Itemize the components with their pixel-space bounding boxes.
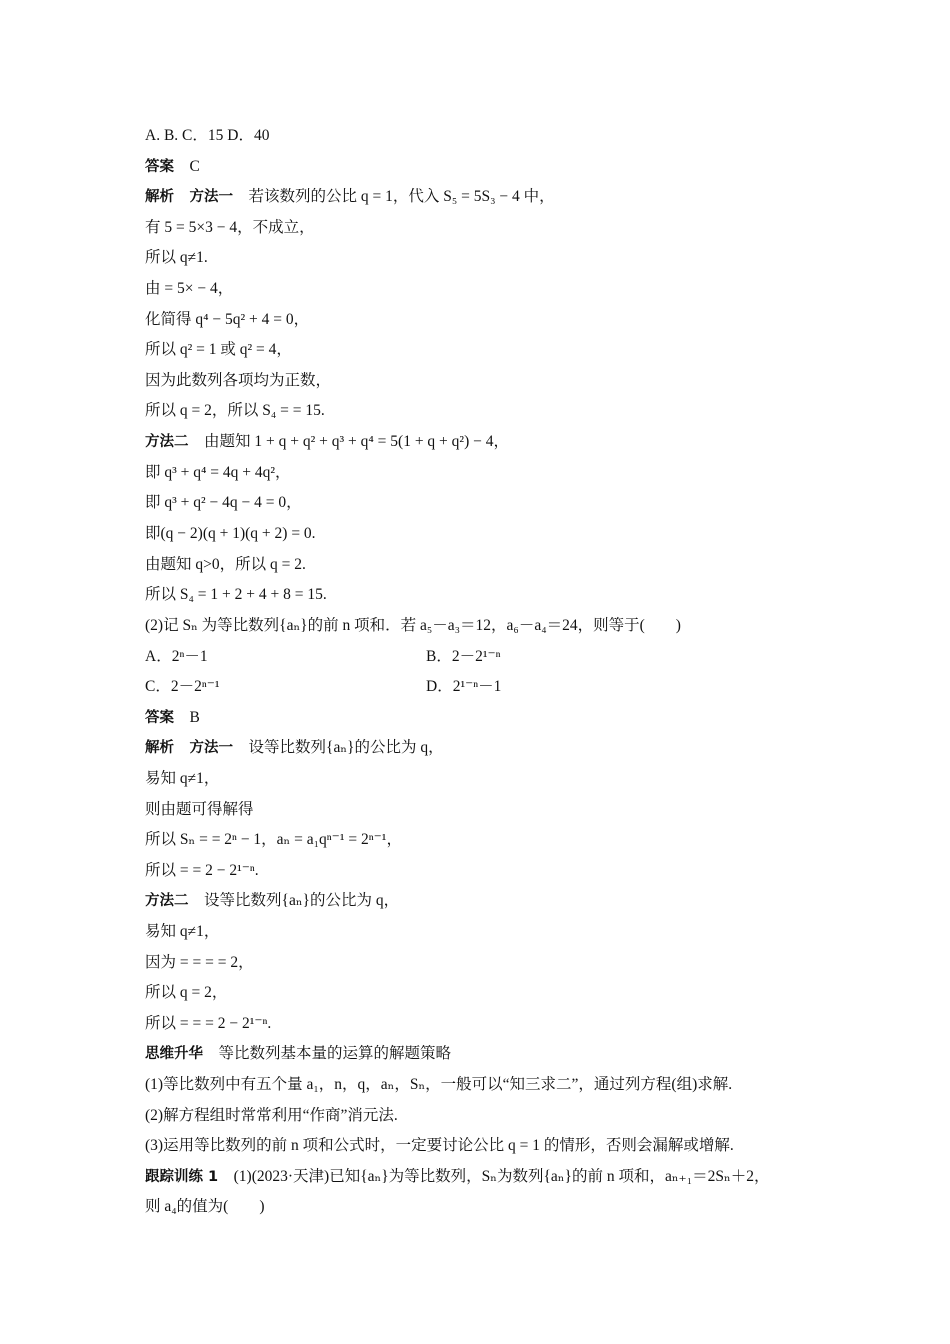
text-line <box>145 310 309 330</box>
line-text: 所以 = = = 2 − 2¹⁻ⁿ. <box>145 1015 272 1032</box>
section-label: 答案 <box>145 159 174 175</box>
option-text: D．2¹⁻ⁿ－1 <box>426 678 502 695</box>
text-line <box>145 218 315 238</box>
line-text: 由题知 1 + q + q² + q³ + q⁴ = 5(1 + q + q²) − 4， <box>204 433 509 450</box>
text-line <box>145 555 306 575</box>
text-line <box>145 279 233 299</box>
line-text: 所以 = = 2 − 2¹⁻ⁿ. <box>145 862 259 879</box>
line-text: (1)(2023·天津)已知{aₙ}为等比数列，Sₙ为数列{aₙ}的前 n 项和，aₙ₊₁＝2Sₙ＋2， <box>233 1168 770 1185</box>
line-text: 因为 = = = = 2， <box>145 954 254 971</box>
text-line <box>145 1075 732 1095</box>
text-line <box>145 432 509 452</box>
line-text: 若该数列的公比 q = 1，代入 S₅ = 5S₃ − 4 中， <box>248 188 555 205</box>
line-text: B <box>189 709 200 726</box>
text-line <box>145 248 208 268</box>
text-line <box>145 708 200 728</box>
line-text: 化简得 q⁴ − 5q² + 4 = 0， <box>145 311 310 328</box>
text-line <box>145 647 208 667</box>
text-line <box>145 861 259 881</box>
line-text: 设等比数列{aₙ}的公比为 q， <box>204 892 400 909</box>
line-text: (3)运用等比数列的前 n 项和公式时，一定要讨论公比 q = 1 的情形，否则会漏解或增解. <box>145 1137 734 1154</box>
text-line <box>145 463 291 483</box>
text-line <box>145 524 316 544</box>
text-line <box>145 1106 398 1126</box>
text-line <box>145 677 220 697</box>
line-text: A. B. C．15 D．40 <box>145 127 270 144</box>
text-line <box>145 616 681 636</box>
line-text: 因为此数列各项均为正数， <box>145 372 332 389</box>
line-text: 所以 q = 2，所以 S₄ = = 15. <box>145 402 325 419</box>
text-line <box>145 126 269 146</box>
option-text: B．2－2¹⁻ⁿ <box>426 648 501 665</box>
section-label: 思维升华 <box>145 1046 203 1062</box>
text-line <box>145 401 325 421</box>
text-line <box>145 1167 769 1187</box>
line-text: 所以 q≠1. <box>145 249 208 266</box>
line-text: 易知 q≠1， <box>145 923 220 940</box>
line-text: 即 q³ + q⁴ = 4q + 4q²， <box>145 464 291 481</box>
line-text: (2)记 Sₙ 为等比数列{aₙ}的前 n 项和．若 a₅－a₃＝12，a₆－a₄＝24，则等于( ) <box>145 617 681 634</box>
line-text: A．2ⁿ－1 <box>145 648 208 665</box>
line-text: 设等比数列{aₙ}的公比为 q， <box>248 739 444 756</box>
section-label: 答案 <box>145 710 174 726</box>
line-text: (1)等比数列中有五个量 a₁，n，q，aₙ，Sₙ，一般可以“知三求二”，通过列方程(组)求解. <box>145 1076 733 1093</box>
text-line <box>145 1014 271 1034</box>
section-label: 方法二 <box>145 434 189 450</box>
line-text: C <box>189 158 200 175</box>
line-text: 所以 Sₙ = = 2ⁿ − 1，aₙ = a₁qⁿ⁻¹ = 2ⁿ⁻¹， <box>145 831 402 848</box>
text-line <box>145 800 254 820</box>
line-text: 由 = 5× − 4， <box>145 280 234 297</box>
line-text: 有 5 = 5×3 − 4，不成立， <box>145 219 315 236</box>
text-line <box>145 157 200 177</box>
line-text: 等比数列基本量的运算的解题策略 <box>218 1045 452 1062</box>
line-text: (2)解方程组时常常利用“作商”消元法. <box>145 1107 398 1124</box>
text-line <box>145 891 399 911</box>
line-text: 即(q − 2)(q + 1)(q + 2) = 0. <box>145 525 316 542</box>
line-text: 所以 q = 2， <box>145 984 228 1001</box>
method-label: 方法一 <box>189 189 233 205</box>
text-line <box>145 769 219 789</box>
text-line <box>145 922 219 942</box>
text-line <box>145 371 331 391</box>
section-label: 解析 <box>145 740 174 756</box>
line-text: C．2－2ⁿ⁻¹ <box>145 678 220 695</box>
line-text: 则 a₄的值为( ) <box>145 1198 265 1215</box>
section-label: 跟踪训练 1 <box>145 1169 219 1185</box>
line-text: 则由题可得解得 <box>145 801 254 818</box>
text-line <box>145 738 444 758</box>
line-text: 由题知 q>0，所以 q = 2. <box>145 556 306 573</box>
section-label: 解析 <box>145 189 174 205</box>
text-line <box>145 983 227 1003</box>
text-line <box>145 187 555 207</box>
section-label: 方法二 <box>145 893 189 909</box>
text-line <box>145 830 402 850</box>
text-line <box>145 1136 734 1156</box>
method-label: 方法一 <box>189 740 233 756</box>
text-line <box>145 493 302 513</box>
line-text: 即 q³ + q² − 4q − 4 = 0， <box>145 494 302 511</box>
text-line <box>145 1044 451 1064</box>
text-line <box>145 1197 264 1217</box>
line-text: 所以 S₄ = 1 + 2 + 4 + 8 = 15. <box>145 586 327 603</box>
text-line <box>145 585 327 605</box>
text-line <box>145 340 292 360</box>
line-text: 所以 q² = 1 或 q² = 4， <box>145 341 292 358</box>
line-text: 易知 q≠1， <box>145 770 220 787</box>
text-line <box>145 953 254 973</box>
